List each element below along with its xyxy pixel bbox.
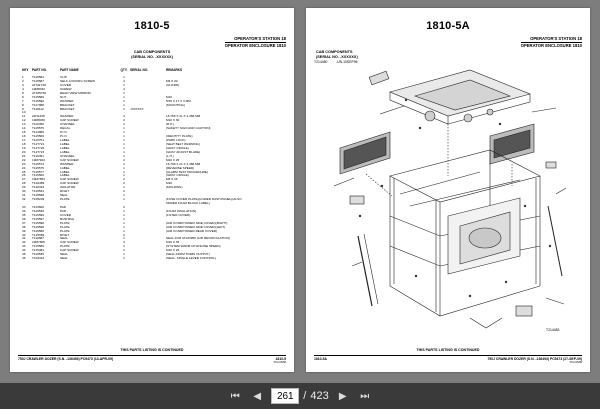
table-cell: 16.768 X 21 X 2.388 MM xyxy=(166,115,201,119)
table-cell: 1 xyxy=(123,185,125,190)
table-cell: 28 xyxy=(22,181,26,186)
table-cell: (SEAT BELT WARNING) xyxy=(166,142,200,146)
table-cell: 31 xyxy=(22,193,26,198)
table-cell: T115599 xyxy=(32,212,44,217)
table-cell: T115566 xyxy=(32,173,44,178)
table-cell: PLATE xyxy=(60,221,70,225)
table-cell: 1 xyxy=(123,134,125,139)
table-cell: 5/16 X 17 X 3 MM xyxy=(166,99,191,103)
table-cell: (GRAY CIRCLE) xyxy=(166,146,189,150)
table-cell: 45 xyxy=(22,252,26,257)
table-cell: 1 xyxy=(123,216,125,221)
table-cell: 17 xyxy=(22,138,26,142)
table-cell: 25 xyxy=(22,169,26,174)
table-cell: 14 xyxy=(22,126,26,131)
continued-note: THIS PARTS LISTING IS CONTINUED xyxy=(120,348,184,352)
table-cell: 23 xyxy=(22,161,26,166)
table-cell: M10 X 30 xyxy=(166,119,180,123)
table-cell: (AIR CONDITIONER SIDE COVER)(RIGHT) xyxy=(166,221,228,225)
table-cell: 38 xyxy=(22,224,26,229)
footer-sub: PrintJMD xyxy=(273,360,286,364)
table-cell: CHANNEL xyxy=(60,123,75,127)
table-cell: 32 xyxy=(22,197,26,202)
table-cell: M10 xyxy=(166,95,173,99)
table-cell: 1 xyxy=(123,106,125,111)
table-cell: (ALARM TEST PROCEDURE) xyxy=(166,170,209,174)
table-cell: NUT xyxy=(60,95,67,99)
table-cell: BRACKET xyxy=(60,107,75,111)
table-cell: 2 xyxy=(123,189,125,194)
table-cell: BRACKET xyxy=(60,103,75,107)
table-cell: AT185760 xyxy=(32,90,47,95)
table-cell: 2 xyxy=(123,157,125,162)
footer-sub: PrintJMD xyxy=(569,360,582,364)
table-cell: 1 xyxy=(123,169,125,174)
table-cell: T127723 xyxy=(32,149,45,154)
table-cell: 7 xyxy=(22,98,24,103)
table-cell: CHANNEL xyxy=(60,154,75,158)
table-cell: SEAL xyxy=(60,257,68,261)
table-cell: CAP SCREW xyxy=(60,178,79,182)
table-cell: (SAFETY SIGN AND CAUTION) xyxy=(166,127,211,131)
table-cell: 2 xyxy=(123,248,125,253)
table-cell: (MOLDING) xyxy=(166,186,183,190)
table-cell: 29 xyxy=(22,185,26,190)
table-cell: (PARK LOCK) xyxy=(166,139,186,142)
table-cell: 6 xyxy=(22,94,24,99)
table-cell: 1 xyxy=(123,173,125,178)
table-cell: 1 xyxy=(123,197,125,202)
next-page-icon[interactable]: ▶ xyxy=(338,390,347,402)
table-cell: T115587 xyxy=(32,78,44,83)
table-cell: CAP SCREW xyxy=(60,119,79,123)
table-cell: DECAL xyxy=(60,127,71,131)
table-cell: 1 xyxy=(22,75,24,79)
table-cell: 4 xyxy=(22,86,24,91)
table-row xyxy=(22,257,284,261)
table-cell: 35 xyxy=(22,212,26,217)
table-cell: (REVERSE SPEED) xyxy=(166,166,195,170)
table-cell: T126491 xyxy=(32,185,45,190)
table-cell: 21 xyxy=(22,153,26,158)
page-footer: 750J CRAWLER DOZER (S.N. -136493) PC9473 (13-APR-09) 1810-5 xyxy=(18,357,286,361)
table-cell: T115575 xyxy=(32,126,44,131)
first-page-icon[interactable]: ⏮ xyxy=(230,390,240,402)
table-cell: 1 xyxy=(123,102,125,107)
table-cell: 24H1338 xyxy=(32,114,45,119)
table-cell: 16.768 X 21 X 2.388 MM xyxy=(166,162,201,166)
table-cell: T116536 xyxy=(32,208,44,213)
table-cell: AT311728 xyxy=(32,82,46,87)
table-cell: T115600 xyxy=(32,204,44,209)
table-cell: 1 xyxy=(123,130,125,135)
table-cell: T115577 xyxy=(32,169,44,174)
table-cell: 1 xyxy=(123,126,125,131)
table-cell: CAP SCREW xyxy=(60,241,79,245)
page-separator: / xyxy=(303,390,307,402)
table-cell: 19M8033 xyxy=(32,86,45,91)
table-cell: SEAL xyxy=(60,253,68,257)
table-cell: ORDER FOAM BLOCK LABEL) xyxy=(166,202,210,205)
table-cell: PLATE xyxy=(60,225,70,229)
table-cell: T115598 xyxy=(32,193,44,198)
table-cell: (IDENTITY PLATE) xyxy=(166,135,193,139)
page-indicator xyxy=(271,388,328,404)
table-cell: COVER xyxy=(60,213,72,217)
table-cell: 1 xyxy=(123,208,125,213)
component-heading: CAB COMPONENTS (SERIAL NO. -XXXXXX) xyxy=(131,50,173,59)
table-cell: 2 xyxy=(123,181,125,186)
total-pages: 423 xyxy=(310,390,329,402)
table-cell: RIVET xyxy=(60,233,70,237)
table-cell: T115598 xyxy=(32,220,44,225)
table-cell: LABEL xyxy=(60,150,70,154)
table-cell: (SEAL, SINGLE LEVER CONTROL) xyxy=(166,257,217,261)
table-cell: 1 xyxy=(123,122,125,127)
table-cell: 1 xyxy=(123,165,125,170)
table-cell: 1 xyxy=(123,149,125,154)
table-cell: 20 xyxy=(22,149,26,154)
table-cell: CLIP xyxy=(60,76,67,79)
table-cell: LABEL xyxy=(60,146,70,150)
table-cell: (AIR CONDITIONER SIDE COVER)(LEFT) xyxy=(166,225,226,229)
table-cell: 1 xyxy=(123,153,125,158)
table-cell: 4 xyxy=(123,86,125,91)
table-cell: LABEL xyxy=(60,166,70,170)
table-cell: T127721 xyxy=(32,141,45,146)
table-cell: P.I.O. xyxy=(60,135,68,139)
table-cell: SEAL xyxy=(60,237,68,241)
table-cell: (FOAM INSULATION) xyxy=(166,209,197,213)
table-cell: M10 X 25 xyxy=(166,249,180,253)
table-cell: T115584 xyxy=(32,75,44,79)
component-heading: CAB COMPONENTS (SERIAL NO. -XXXXXX) xyxy=(316,50,358,59)
table-cell: T115751 xyxy=(32,138,44,142)
previous-page-icon[interactable]: ◀ xyxy=(253,390,262,402)
table-cell: 19 xyxy=(22,145,26,150)
table-cell: T103443 xyxy=(32,256,45,261)
table-cell: 1 xyxy=(123,94,125,99)
table-cell: P.I.O. xyxy=(60,131,68,135)
table-cell: WASHER xyxy=(60,99,74,103)
table-cell: (AIR CONDITIONER REAR COVER) xyxy=(166,229,218,233)
table-cell: T116535 xyxy=(32,252,44,257)
table-cell: 34 xyxy=(22,208,26,213)
table-cell: 8 xyxy=(22,102,24,107)
table-cell: 24 xyxy=(22,165,26,170)
table-cell: 19M8039 xyxy=(32,118,45,123)
table-cell: 19M7923 xyxy=(32,157,45,162)
continued-note: THIS PARTS LISTING IS CONTINUED xyxy=(416,348,480,352)
table-cell: T116587 xyxy=(32,236,44,241)
table-cell: T125389 xyxy=(32,232,45,237)
table-cell: 16 xyxy=(22,134,26,139)
table-cell: 30 xyxy=(22,189,26,194)
table-cell: M6 X 16 xyxy=(166,178,178,182)
table-cell: M6 X 20 xyxy=(166,79,178,83)
page-number-input[interactable] xyxy=(271,388,299,404)
table-cell: 33 xyxy=(22,204,26,209)
table-cell: (GUARD) xyxy=(166,83,180,87)
table-cell: (MOUNTING) xyxy=(166,103,185,107)
table-cell: 19M7854 xyxy=(32,177,45,182)
table-cell: 1 xyxy=(123,75,125,79)
table-cell: 27 xyxy=(22,177,26,182)
table-cell: 1 xyxy=(123,98,125,103)
table-cell: 1 xyxy=(123,212,125,217)
table-cell: 2 xyxy=(22,78,24,83)
table-cell: 42 xyxy=(22,240,26,245)
table-cell: 37 xyxy=(22,220,26,225)
table-cell: 1 xyxy=(123,161,125,166)
page-title: 1810-5 xyxy=(134,20,170,32)
table-cell: (GRAY ADJUST BLADE) xyxy=(166,150,201,154)
table-cell: CAP SCREW xyxy=(60,158,79,162)
table-cell: 1 xyxy=(123,228,125,233)
last-page-icon[interactable]: ⏭ xyxy=(360,390,370,402)
parts-table xyxy=(22,76,284,261)
figure-date: -UN-10SEP96 xyxy=(336,60,358,64)
table-cell: 2 xyxy=(123,232,125,237)
pdf-viewer-toolbar xyxy=(0,383,600,409)
table-cell: 4 xyxy=(123,114,125,119)
table-cell: PAD xyxy=(60,205,67,209)
table-cell: 43 xyxy=(22,244,26,249)
table-cell: 10 xyxy=(22,110,26,115)
table-cell: SEAL FOR AT223950 (AIR RECIRCULATION) xyxy=(166,237,230,241)
table-cell: 41 xyxy=(22,236,26,241)
table-cell: 2 xyxy=(123,204,125,209)
table-cell: LABEL xyxy=(60,142,70,146)
table-cell: 40 xyxy=(22,232,26,237)
table-cell: 4 xyxy=(123,240,125,245)
page-footer: 1810-5A 750J CRAWLER DOZER (S.N. -136493) PC9473 (27-SEP-09) xyxy=(314,357,582,361)
table-cell: (SYSTEM WARM UP ENGINE SPEED) xyxy=(166,245,221,249)
table-cell: 1 xyxy=(123,145,125,150)
table-cell: T126489 xyxy=(32,181,45,186)
table-cell: 18 xyxy=(22,141,26,146)
illustration-page xyxy=(306,8,590,372)
table-cell: T116451 xyxy=(32,153,44,158)
table-cell: 1 xyxy=(123,252,125,257)
table-cell: 1 xyxy=(123,90,125,95)
table-cell: CAP SCREW xyxy=(60,249,79,253)
table-cell: T115569 xyxy=(32,134,44,139)
table-cell: 11 xyxy=(22,114,26,119)
figure-id: T214480 xyxy=(314,60,328,64)
table-cell: T115575 xyxy=(32,165,44,170)
table-cell: 36 xyxy=(22,216,26,221)
table-cell: SELF-LOCKING SCREW xyxy=(60,79,96,83)
table-cell: BUSHING xyxy=(60,217,75,221)
table-cell: T115590 xyxy=(32,98,44,103)
table-cell: T117988 xyxy=(32,102,44,107)
table-cell: T115598 xyxy=(32,224,44,229)
table-cell: COVER xyxy=(60,83,72,87)
table-cell: PLATE xyxy=(60,245,70,249)
table-cell: LABEL xyxy=(60,174,70,178)
table-cell: LABEL xyxy=(60,139,70,142)
table-cell: 26 xyxy=(22,173,26,178)
table-cell: 1 xyxy=(123,141,125,146)
table-cell: (L.H.) xyxy=(166,154,174,158)
column-headers: KEY PART NO. PART NAME QTY. SERIAL NO. REMARKS xyxy=(22,68,183,72)
table-cell: WASHER xyxy=(60,162,74,166)
table-cell: 19M7805 xyxy=(32,240,45,245)
table-cell: (GRAY CIRCLE) xyxy=(166,174,189,178)
table-cell: M10 X 35 xyxy=(166,241,180,245)
table-cell: RIVET xyxy=(60,190,70,194)
exploded-parts-diagram xyxy=(320,66,578,336)
table-cell: PLATE xyxy=(60,198,70,202)
table-cell: PLATE xyxy=(60,229,70,233)
table-cell: 1 xyxy=(123,224,125,229)
table-cell: 22 xyxy=(22,157,26,162)
table-cell: SEAL xyxy=(60,194,68,198)
table-cell: 15 xyxy=(22,130,26,135)
page-title: 1810-5A xyxy=(426,20,470,32)
table-cell: 1 xyxy=(123,256,125,261)
table-cell: WASHER xyxy=(60,115,74,119)
table-cell: T115589 xyxy=(32,94,44,99)
table-cell: 1 xyxy=(123,244,125,249)
table-cell: (SEAL FROM TRIMS OUTPUT) xyxy=(166,253,210,257)
table-cell: 2 xyxy=(123,118,125,123)
table-cell xyxy=(130,257,166,261)
table-cell: 1 xyxy=(123,220,125,225)
table-cell: -XXXXXX xyxy=(130,107,144,111)
table-cell: (FILTER COVER) xyxy=(166,213,191,217)
table-cell: T115574 xyxy=(32,161,44,166)
table-cell: 1 xyxy=(123,236,125,241)
table-cell: 9 xyxy=(22,106,24,111)
table-cell: T127720 xyxy=(32,145,45,150)
table-cell: M16 xyxy=(166,182,173,186)
table-cell: SCREW xyxy=(60,87,72,91)
section-header: OPERATOR'S STATION 18 OPERATOR ENCLOSURE 1810 xyxy=(520,36,582,48)
table-cell: (R.H.) xyxy=(166,123,175,127)
table-cell: T114986 xyxy=(32,130,44,135)
table-cell: 2 xyxy=(123,177,125,182)
table-cell: CAP SCREW xyxy=(60,182,79,186)
table-cell: 3 xyxy=(22,82,24,87)
table-cell: T115589 xyxy=(32,244,44,249)
table-cell: T116534 xyxy=(32,189,44,194)
table-cell: T116450 xyxy=(32,122,44,127)
table-cell: T105209 xyxy=(32,197,45,202)
table-cell: 1 xyxy=(123,138,125,142)
table-cell: T115597 xyxy=(32,216,44,221)
table-cell: LABEL xyxy=(60,170,70,174)
table-cell: ISOLATOR xyxy=(60,186,76,190)
table-cell: 5 xyxy=(22,90,24,95)
table-cell: T115484 xyxy=(32,248,44,253)
figure-number: T214483 xyxy=(546,328,560,332)
section-header: OPERATOR'S STATION 18 OPERATOR ENCLOSURE 1810 xyxy=(224,36,286,48)
table-cell: 4 xyxy=(123,78,125,83)
table-cell: 44 xyxy=(22,248,26,253)
table-cell: T118112 xyxy=(32,106,44,111)
table-cell: 13 xyxy=(22,122,26,127)
table-cell: 1 xyxy=(123,193,125,198)
table-cell: 46 xyxy=(22,256,26,261)
table-cell: T116588 xyxy=(32,228,44,233)
table-cell: 12 xyxy=(22,118,26,123)
table-cell: (FUSE COVER PLATE)(LOWER DASH PANEL)(ALSO xyxy=(166,198,242,202)
table-cell: PAD xyxy=(60,209,67,213)
table-cell: REAR VIEW MIRROR xyxy=(60,91,91,95)
table-cell: 1 xyxy=(123,82,125,87)
table-cell: 39 xyxy=(22,228,26,233)
table-cell: M10 X 25 xyxy=(166,158,180,162)
parts-list-page xyxy=(10,8,294,372)
